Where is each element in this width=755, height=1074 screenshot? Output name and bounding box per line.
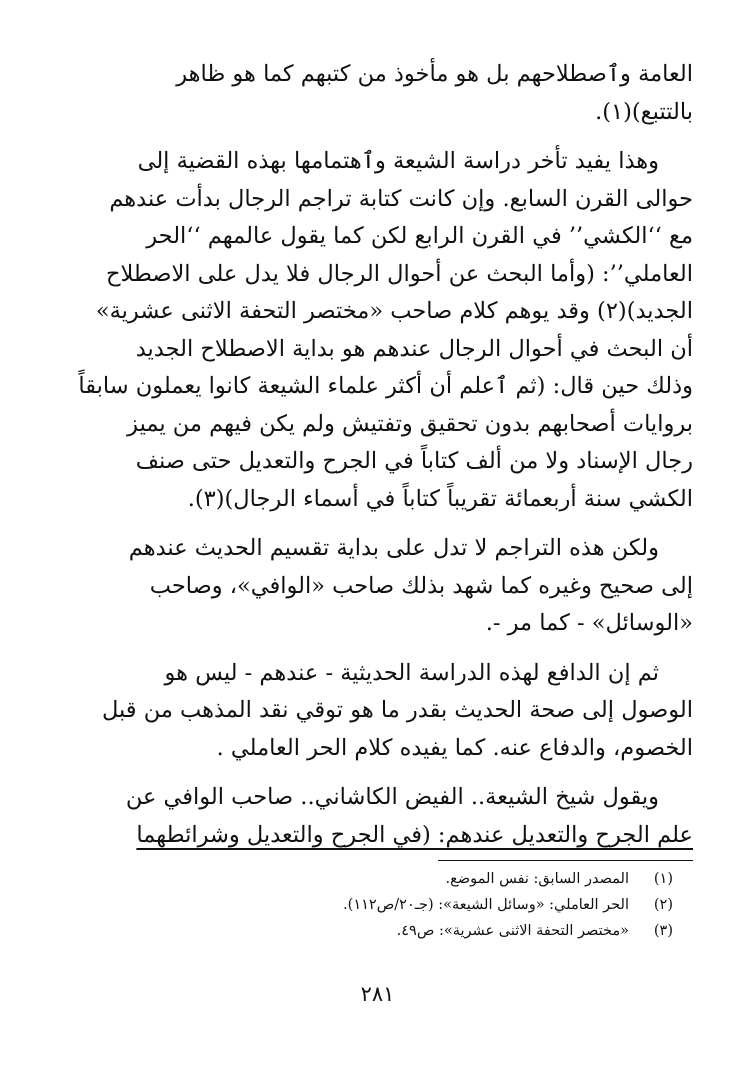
text-line: وهذا يفيد تأخر دراسة الشيعة وٱهتمامها بهذه القضية إلى xyxy=(137,148,659,174)
footnote-text: الحر العاملي: «وسائل الشيعة»: (جـ٢٠/ص١١٢). xyxy=(343,897,629,913)
footnote-number: (٢) xyxy=(653,897,673,913)
footnote-3 xyxy=(38,918,673,944)
text-line: الوصول إلى صحة الحديث بقدر ما هو توقي نقد المذهب من قبل xyxy=(101,697,693,723)
text-line: وذلك حين قال: (ثم ٱعلم أن أكثر علماء الشيعة كانوا يعملون سابقاً xyxy=(78,373,693,399)
footnote-number: (١) xyxy=(653,871,673,887)
text-line: الخصوم، والدفاع عنه. كما يفيده كلام الحر العاملي . xyxy=(216,734,693,761)
text-line: رجال الإسناد ولا من ألف كتاباً في الجرح والتعديل حتى صنف xyxy=(135,448,693,474)
text-line: الكشي سنة أربعمائة تقريباً كتاباً في أسماء الرجال)(٣). xyxy=(187,485,693,512)
text-line: ثم إن الدافع لهذه الدراسة الحديثية - عندهم - ليس هو xyxy=(164,659,659,686)
text-line: بروايات أصحابهم بدون تحقيق وتفتيش ولم يكن فيهم من يميز xyxy=(127,410,693,437)
text-line: العاملي’’: (وأما البحث عن أحوال الرجال فلا يدل على الاصطلاح xyxy=(105,260,693,287)
text-line: حوالى القرن السابع. وإن كانت كتابة تراجم الرجال بدأت عندهم xyxy=(109,185,693,212)
paragraph-3 xyxy=(38,530,693,643)
footnote-number: (٣) xyxy=(653,923,673,939)
text-line: ويقول شيخ الشيعة.. الفيض الكاشاني.. صاحب الوافي عن xyxy=(125,784,659,810)
text-line: أن البحث في أحوال الرجال عندهم هو بداية الاصطلاح الجديد xyxy=(135,335,693,362)
page-number: ٢٨١ xyxy=(360,982,395,1006)
paragraph-1 xyxy=(38,56,693,131)
footnote-text: المصدر السابق: نفس الموضع. xyxy=(445,871,629,887)
underlined-text-line: علم الجرح والتعديل عندهم: (في الجرح والتعديل وشرائطهما xyxy=(136,821,693,848)
text-line: الجديد)(٢) وقد يوهم كلام صاحب «مختصر التحفة الاثنى عشرية» xyxy=(95,298,693,324)
paragraph-2 xyxy=(38,143,693,518)
footnote-text: «مختصر التحفة الاثنى عشرية»: ص٤٩. xyxy=(396,923,629,939)
body-text xyxy=(38,56,693,854)
footnote-1 xyxy=(38,866,673,892)
paragraph-5 xyxy=(38,779,693,854)
text-line: إلى صحيح وغيره كما شهد بذلك صاحب «الوافي»، وصاحب xyxy=(149,572,693,599)
text-line: ولكن هذه التراجم لا تدل على بداية تقسيم الحديث عندهم xyxy=(128,535,659,561)
footnote-2 xyxy=(38,892,673,918)
footnotes xyxy=(38,866,693,944)
text-line: «الوسائل» - كما مر -. xyxy=(485,610,693,636)
text-line: بالتتبع)(١). xyxy=(595,98,693,125)
text-line: العامة وٱصطلاحهم بل هو مأخوذ من كتبهم كما هو ظاهر xyxy=(176,61,693,87)
paragraph-4 xyxy=(38,655,693,768)
text-line: مع ‘‘الكشي’’ في القرن الرابع لكن كما يقول عالمهم ‘‘الحر xyxy=(146,223,693,249)
footnote-divider xyxy=(438,860,693,861)
